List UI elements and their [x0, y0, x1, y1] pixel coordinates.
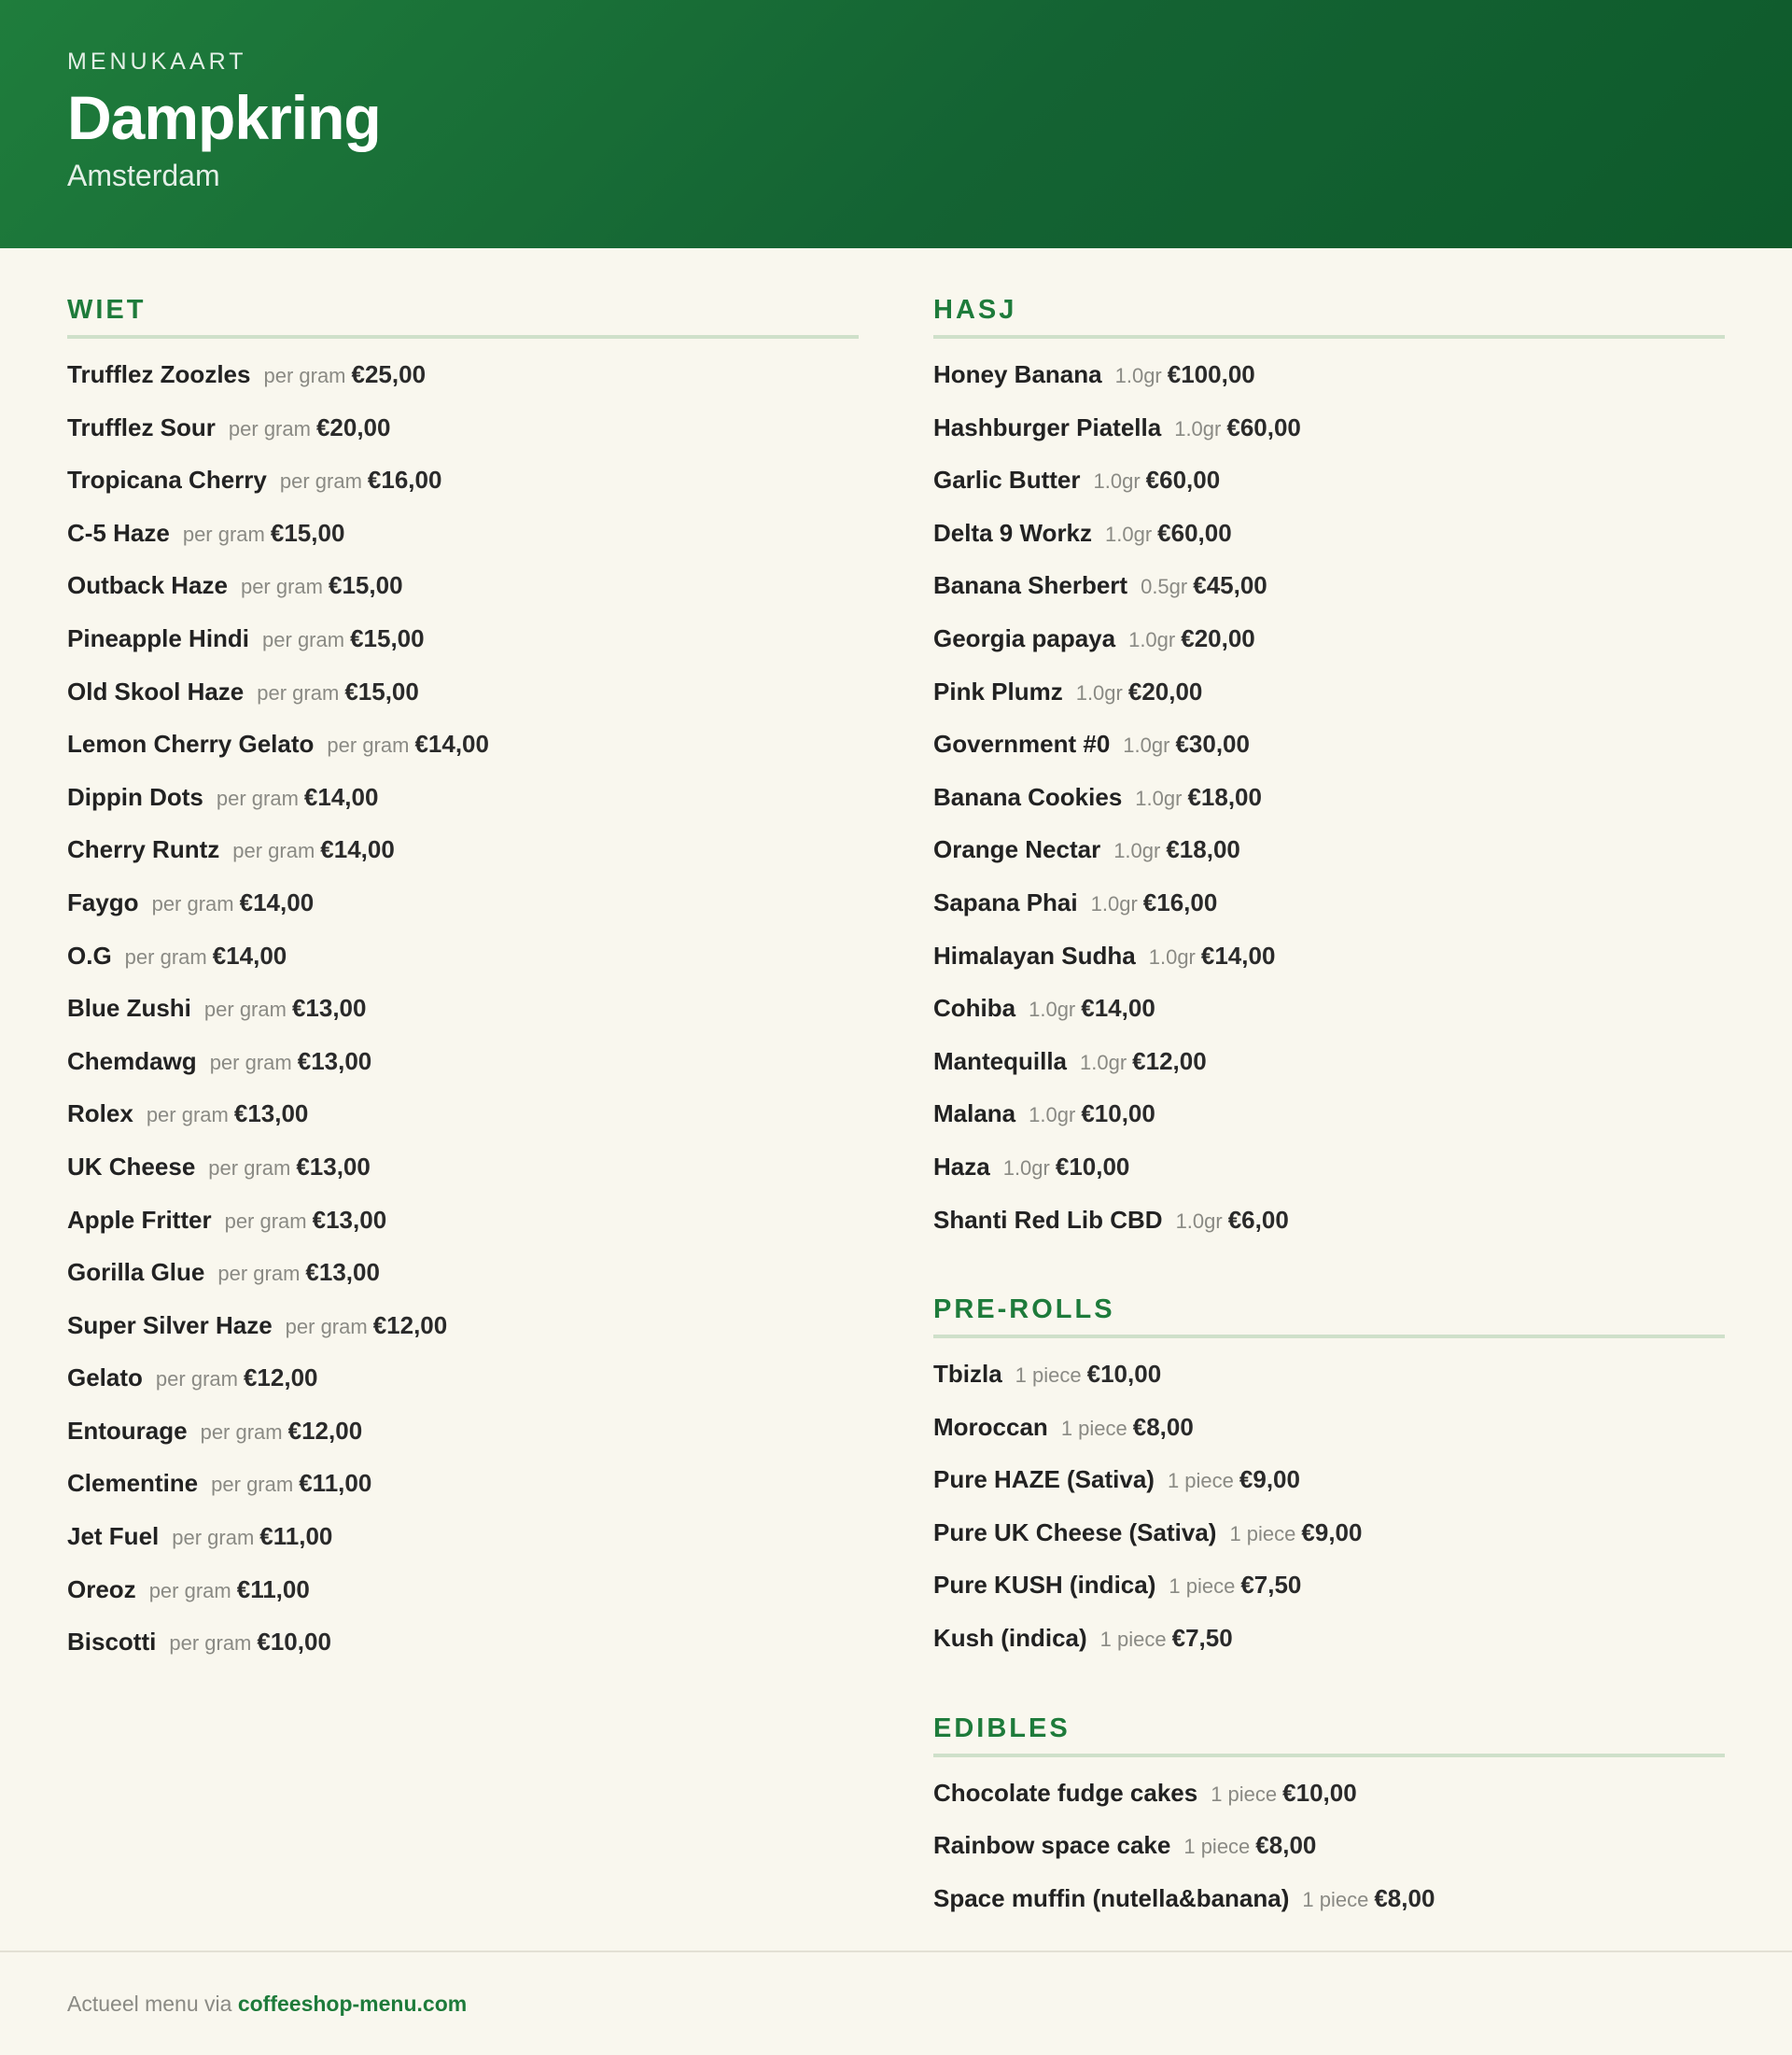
item-name: Cherry Runtz [67, 835, 220, 864]
item-name: Honey Banana [933, 360, 1102, 388]
item-name: Orange Nectar [933, 835, 1101, 864]
section-hasj [933, 295, 1725, 1253]
item-unit: 0.5gr [1141, 575, 1188, 599]
item-price: €8,00 [1132, 1412, 1194, 1441]
item-price: €14,00 [1200, 941, 1276, 970]
menu-item [67, 356, 859, 409]
item-price: €18,00 [1187, 782, 1262, 811]
item-name: Kush (indica) [933, 1624, 1087, 1653]
item-price: €10,00 [1081, 1099, 1155, 1128]
section-heading: HASJ [933, 295, 1725, 339]
item-price: €100,00 [1167, 360, 1255, 388]
item-price: €10,00 [257, 1628, 331, 1657]
menu-item [67, 1623, 859, 1676]
item-name: Space muffin (nutella&banana) [933, 1883, 1290, 1912]
item-price: €60,00 [1145, 466, 1221, 495]
item-price: €9,00 [1301, 1517, 1363, 1546]
item-price: €14,00 [320, 835, 395, 864]
item-unit: per gram [124, 944, 207, 969]
menu-item [933, 725, 1725, 778]
item-name: Haza [933, 1152, 990, 1181]
item-name: Pink Plumz [933, 677, 1063, 706]
item-unit: per gram [240, 575, 323, 599]
section-heading: PRE-ROLLS [933, 1294, 1725, 1338]
item-price: €14,00 [303, 782, 379, 811]
menu-item [933, 1566, 1725, 1619]
item-unit: 1 piece [1183, 1835, 1251, 1859]
item-name: Trufflez Zoozles [67, 360, 251, 388]
menu-item [933, 1826, 1725, 1880]
item-name: Faygo [67, 888, 139, 916]
menu-item [67, 778, 859, 832]
item-price: €15,00 [350, 623, 425, 652]
menu-item [67, 831, 859, 884]
menu-item [67, 620, 859, 673]
section-edibles [933, 1713, 1725, 1933]
item-unit: per gram [224, 1209, 307, 1233]
item-name: Moroccan [933, 1412, 1048, 1441]
item-price: €14,00 [239, 888, 315, 916]
item-unit: 1.0gr [1128, 627, 1176, 651]
menu-item [67, 673, 859, 726]
item-price: €14,00 [414, 730, 489, 759]
footer-prefix: Actueel menu via [67, 1992, 238, 2016]
item-price: €8,00 [1255, 1831, 1317, 1860]
item-name: Rolex [67, 1099, 133, 1128]
menu-item [67, 1517, 859, 1571]
left-column [67, 295, 859, 1717]
item-unit: per gram [151, 891, 234, 916]
item-price: €6,00 [1227, 1205, 1289, 1234]
item-name: Shanti Red Lib CBD [933, 1205, 1163, 1234]
menu-item [933, 1201, 1725, 1254]
item-name: Chemdawg [67, 1046, 197, 1075]
section-wiet [67, 295, 859, 1676]
menu-item [933, 620, 1725, 673]
menu-item [67, 514, 859, 567]
section-heading: WIET [67, 295, 859, 339]
item-unit: per gram [148, 1578, 231, 1602]
item-price: €15,00 [329, 571, 403, 600]
item-unit: per gram [232, 839, 315, 863]
menu-item [933, 1148, 1725, 1201]
item-price: €12,00 [243, 1363, 318, 1392]
item-name: UK Cheese [67, 1152, 196, 1181]
item-price: €25,00 [351, 360, 427, 388]
footer-link[interactable]: coffeeshop-menu.com [237, 1992, 468, 2016]
item-price: €12,00 [372, 1310, 448, 1339]
section-pre-rolls [933, 1294, 1725, 1672]
menu-item [933, 461, 1725, 514]
menu-item [933, 1355, 1725, 1408]
item-unit: per gram [257, 680, 340, 705]
menu-header [0, 0, 1792, 248]
menu-kicker: MENUKAART [67, 49, 247, 75]
item-unit: per gram [279, 469, 362, 494]
menu-item [67, 1042, 859, 1096]
menu-item [67, 409, 859, 462]
item-unit: per gram [285, 1314, 368, 1338]
item-unit: 1.0gr [1075, 680, 1123, 705]
menu-item [67, 461, 859, 514]
item-price: €13,00 [291, 994, 367, 1023]
item-unit: 1.0gr [1113, 839, 1161, 863]
item-name: Gorilla Glue [67, 1258, 205, 1287]
menu-item [933, 1774, 1725, 1827]
item-unit: 1 piece [1211, 1782, 1278, 1806]
item-price: €60,00 [1157, 518, 1232, 547]
item-price: €16,00 [367, 466, 442, 495]
item-name: Pure KUSH (indica) [933, 1571, 1156, 1600]
item-price: €11,00 [236, 1574, 310, 1603]
item-unit: 1.0gr [1114, 364, 1162, 387]
menu-item [933, 1461, 1725, 1514]
item-unit: per gram [209, 1050, 292, 1074]
item-price: €13,00 [297, 1046, 372, 1075]
item-name: Malana [933, 1099, 1016, 1128]
menu-item [67, 1412, 859, 1465]
item-price: €16,00 [1142, 888, 1218, 916]
menu-item [67, 566, 859, 620]
item-name: Rainbow space cake [933, 1831, 1171, 1860]
item-name: Dippin Dots [67, 782, 203, 811]
shop-city: Amsterdam [67, 159, 220, 192]
section-heading: EDIBLES [933, 1713, 1725, 1757]
item-unit: per gram [228, 416, 311, 440]
menu-item [67, 1359, 859, 1412]
item-name: Old Skool Haze [67, 677, 245, 706]
item-price: €45,00 [1193, 571, 1267, 600]
item-price: €7,50 [1171, 1624, 1233, 1653]
right-column [933, 295, 1725, 1973]
item-name: Pure HAZE (Sativa) [933, 1465, 1155, 1494]
item-unit: 1.0gr [1175, 1209, 1223, 1233]
menu-item [933, 566, 1725, 620]
menu-item [933, 356, 1725, 409]
item-unit: per gram [146, 1103, 229, 1127]
item-unit: 1 piece [1060, 1416, 1127, 1440]
menu-item [67, 937, 859, 990]
item-name: Banana Cookies [933, 782, 1123, 811]
item-unit: 1.0gr [1135, 786, 1183, 810]
item-name: Gelato [67, 1363, 143, 1392]
item-price: €13,00 [305, 1258, 380, 1287]
menu-item [67, 725, 859, 778]
item-name: Super Silver Haze [67, 1310, 273, 1339]
item-unit: 1.0gr [1029, 998, 1076, 1022]
item-unit: 1 piece [1099, 1628, 1167, 1652]
menu-item [67, 1464, 859, 1517]
item-price: €10,00 [1086, 1360, 1162, 1389]
item-name: Himalayan Sudha [933, 941, 1136, 970]
item-unit: per gram [211, 1473, 294, 1497]
shop-title: Dampkring [67, 83, 381, 152]
item-price: €12,00 [1132, 1046, 1207, 1075]
item-price: €60,00 [1226, 412, 1301, 441]
menu-item [933, 514, 1725, 567]
item-unit: 1 piece [1015, 1363, 1082, 1388]
item-name: Jet Fuel [67, 1522, 160, 1551]
item-name: C-5 Haze [67, 518, 170, 547]
item-name: Sapana Phai [933, 888, 1078, 916]
menu-item [933, 1514, 1725, 1567]
menu-item [933, 1880, 1725, 1933]
item-price: €11,00 [259, 1522, 333, 1551]
menu-item [933, 831, 1725, 884]
menu-item [933, 989, 1725, 1042]
item-price: €15,00 [270, 518, 345, 547]
item-name: Mantequilla [933, 1046, 1068, 1075]
item-unit: 1.0gr [1105, 522, 1153, 546]
item-name: Entourage [67, 1416, 188, 1445]
menu-item [67, 1253, 859, 1307]
menu-item [67, 884, 859, 937]
item-name: Hashburger Piatella [933, 412, 1162, 441]
item-price: €20,00 [1127, 677, 1203, 706]
menu-item [67, 1571, 859, 1624]
item-unit: 1 piece [1229, 1521, 1296, 1545]
menu-item [933, 778, 1725, 832]
menu-item [67, 989, 859, 1042]
item-name: Pineapple Hindi [67, 623, 250, 652]
item-name: Trufflez Sour [67, 412, 216, 441]
item-name: Tbizla [933, 1360, 1002, 1389]
item-name: Lemon Cherry Gelato [67, 730, 315, 759]
item-unit: per gram [182, 522, 265, 546]
item-unit: per gram [155, 1367, 238, 1391]
item-unit: 1.0gr [1080, 1050, 1127, 1074]
menu-item [933, 1095, 1725, 1148]
item-price: €11,00 [299, 1469, 372, 1498]
item-price: €10,00 [1282, 1778, 1357, 1807]
item-name: Blue Zushi [67, 994, 191, 1023]
item-name: Outback Haze [67, 571, 228, 600]
item-price: €13,00 [312, 1205, 387, 1234]
item-price: €15,00 [344, 677, 419, 706]
item-price: €18,00 [1166, 835, 1240, 864]
item-unit: 1 piece [1167, 1469, 1234, 1493]
footer-text [67, 1992, 467, 2017]
item-name: Oreoz [67, 1574, 136, 1603]
item-name: Delta 9 Workz [933, 518, 1093, 547]
item-name: Garlic Butter [933, 466, 1081, 495]
item-unit: 1.0gr [1093, 469, 1141, 494]
item-name: Chocolate fudge cakes [933, 1778, 1198, 1807]
item-price: €10,00 [1055, 1152, 1130, 1181]
item-name: Pure UK Cheese (Sativa) [933, 1517, 1217, 1546]
menu-item [933, 673, 1725, 726]
item-price: €8,00 [1374, 1883, 1435, 1912]
menu-item [933, 1619, 1725, 1672]
menu-item [933, 409, 1725, 462]
item-price: €13,00 [296, 1152, 371, 1181]
item-price: €14,00 [1081, 994, 1155, 1023]
menu-item [67, 1201, 859, 1254]
item-name: Biscotti [67, 1628, 157, 1657]
item-unit: 1 piece [1302, 1887, 1369, 1911]
item-price: €7,50 [1240, 1571, 1302, 1600]
item-unit: per gram [327, 734, 410, 758]
item-name: Clementine [67, 1469, 199, 1498]
item-unit: per gram [200, 1419, 283, 1444]
menu-item [933, 1408, 1725, 1461]
item-unit: per gram [262, 627, 345, 651]
item-unit: 1.0gr [1148, 944, 1196, 969]
item-name: Tropicana Cherry [67, 466, 267, 495]
item-unit: 1.0gr [1123, 734, 1170, 758]
menu-item [67, 1148, 859, 1201]
menu-footer [0, 1950, 1792, 2055]
item-price: €20,00 [1181, 623, 1255, 652]
menu-item [67, 1307, 859, 1360]
item-name: Georgia papaya [933, 623, 1116, 652]
item-name: Banana Sherbert [933, 571, 1128, 600]
item-price: €12,00 [287, 1416, 363, 1445]
item-name: Apple Fritter [67, 1205, 212, 1234]
item-unit: per gram [172, 1526, 255, 1550]
item-unit: 1.0gr [1029, 1103, 1076, 1127]
item-price: €14,00 [212, 941, 287, 970]
item-unit: per gram [217, 1262, 301, 1286]
item-price: €9,00 [1239, 1465, 1300, 1494]
item-price: €30,00 [1175, 730, 1250, 759]
item-unit: per gram [203, 998, 287, 1022]
item-unit: 1 piece [1169, 1574, 1236, 1599]
item-unit: per gram [208, 1155, 291, 1180]
menu-item [933, 1042, 1725, 1096]
item-unit: 1.0gr [1002, 1155, 1050, 1180]
item-name: Cohiba [933, 994, 1016, 1023]
menu-item [67, 1095, 859, 1148]
item-name: O.G [67, 941, 112, 970]
menu-item [933, 937, 1725, 990]
item-unit: per gram [169, 1631, 252, 1656]
item-unit: per gram [263, 364, 346, 387]
item-price: €20,00 [315, 412, 391, 441]
item-name: Government #0 [933, 730, 1111, 759]
item-unit: 1.0gr [1090, 891, 1138, 916]
item-unit: 1.0gr [1174, 416, 1222, 440]
menu-item [933, 884, 1725, 937]
item-price: €13,00 [233, 1099, 309, 1128]
item-unit: per gram [216, 786, 299, 810]
